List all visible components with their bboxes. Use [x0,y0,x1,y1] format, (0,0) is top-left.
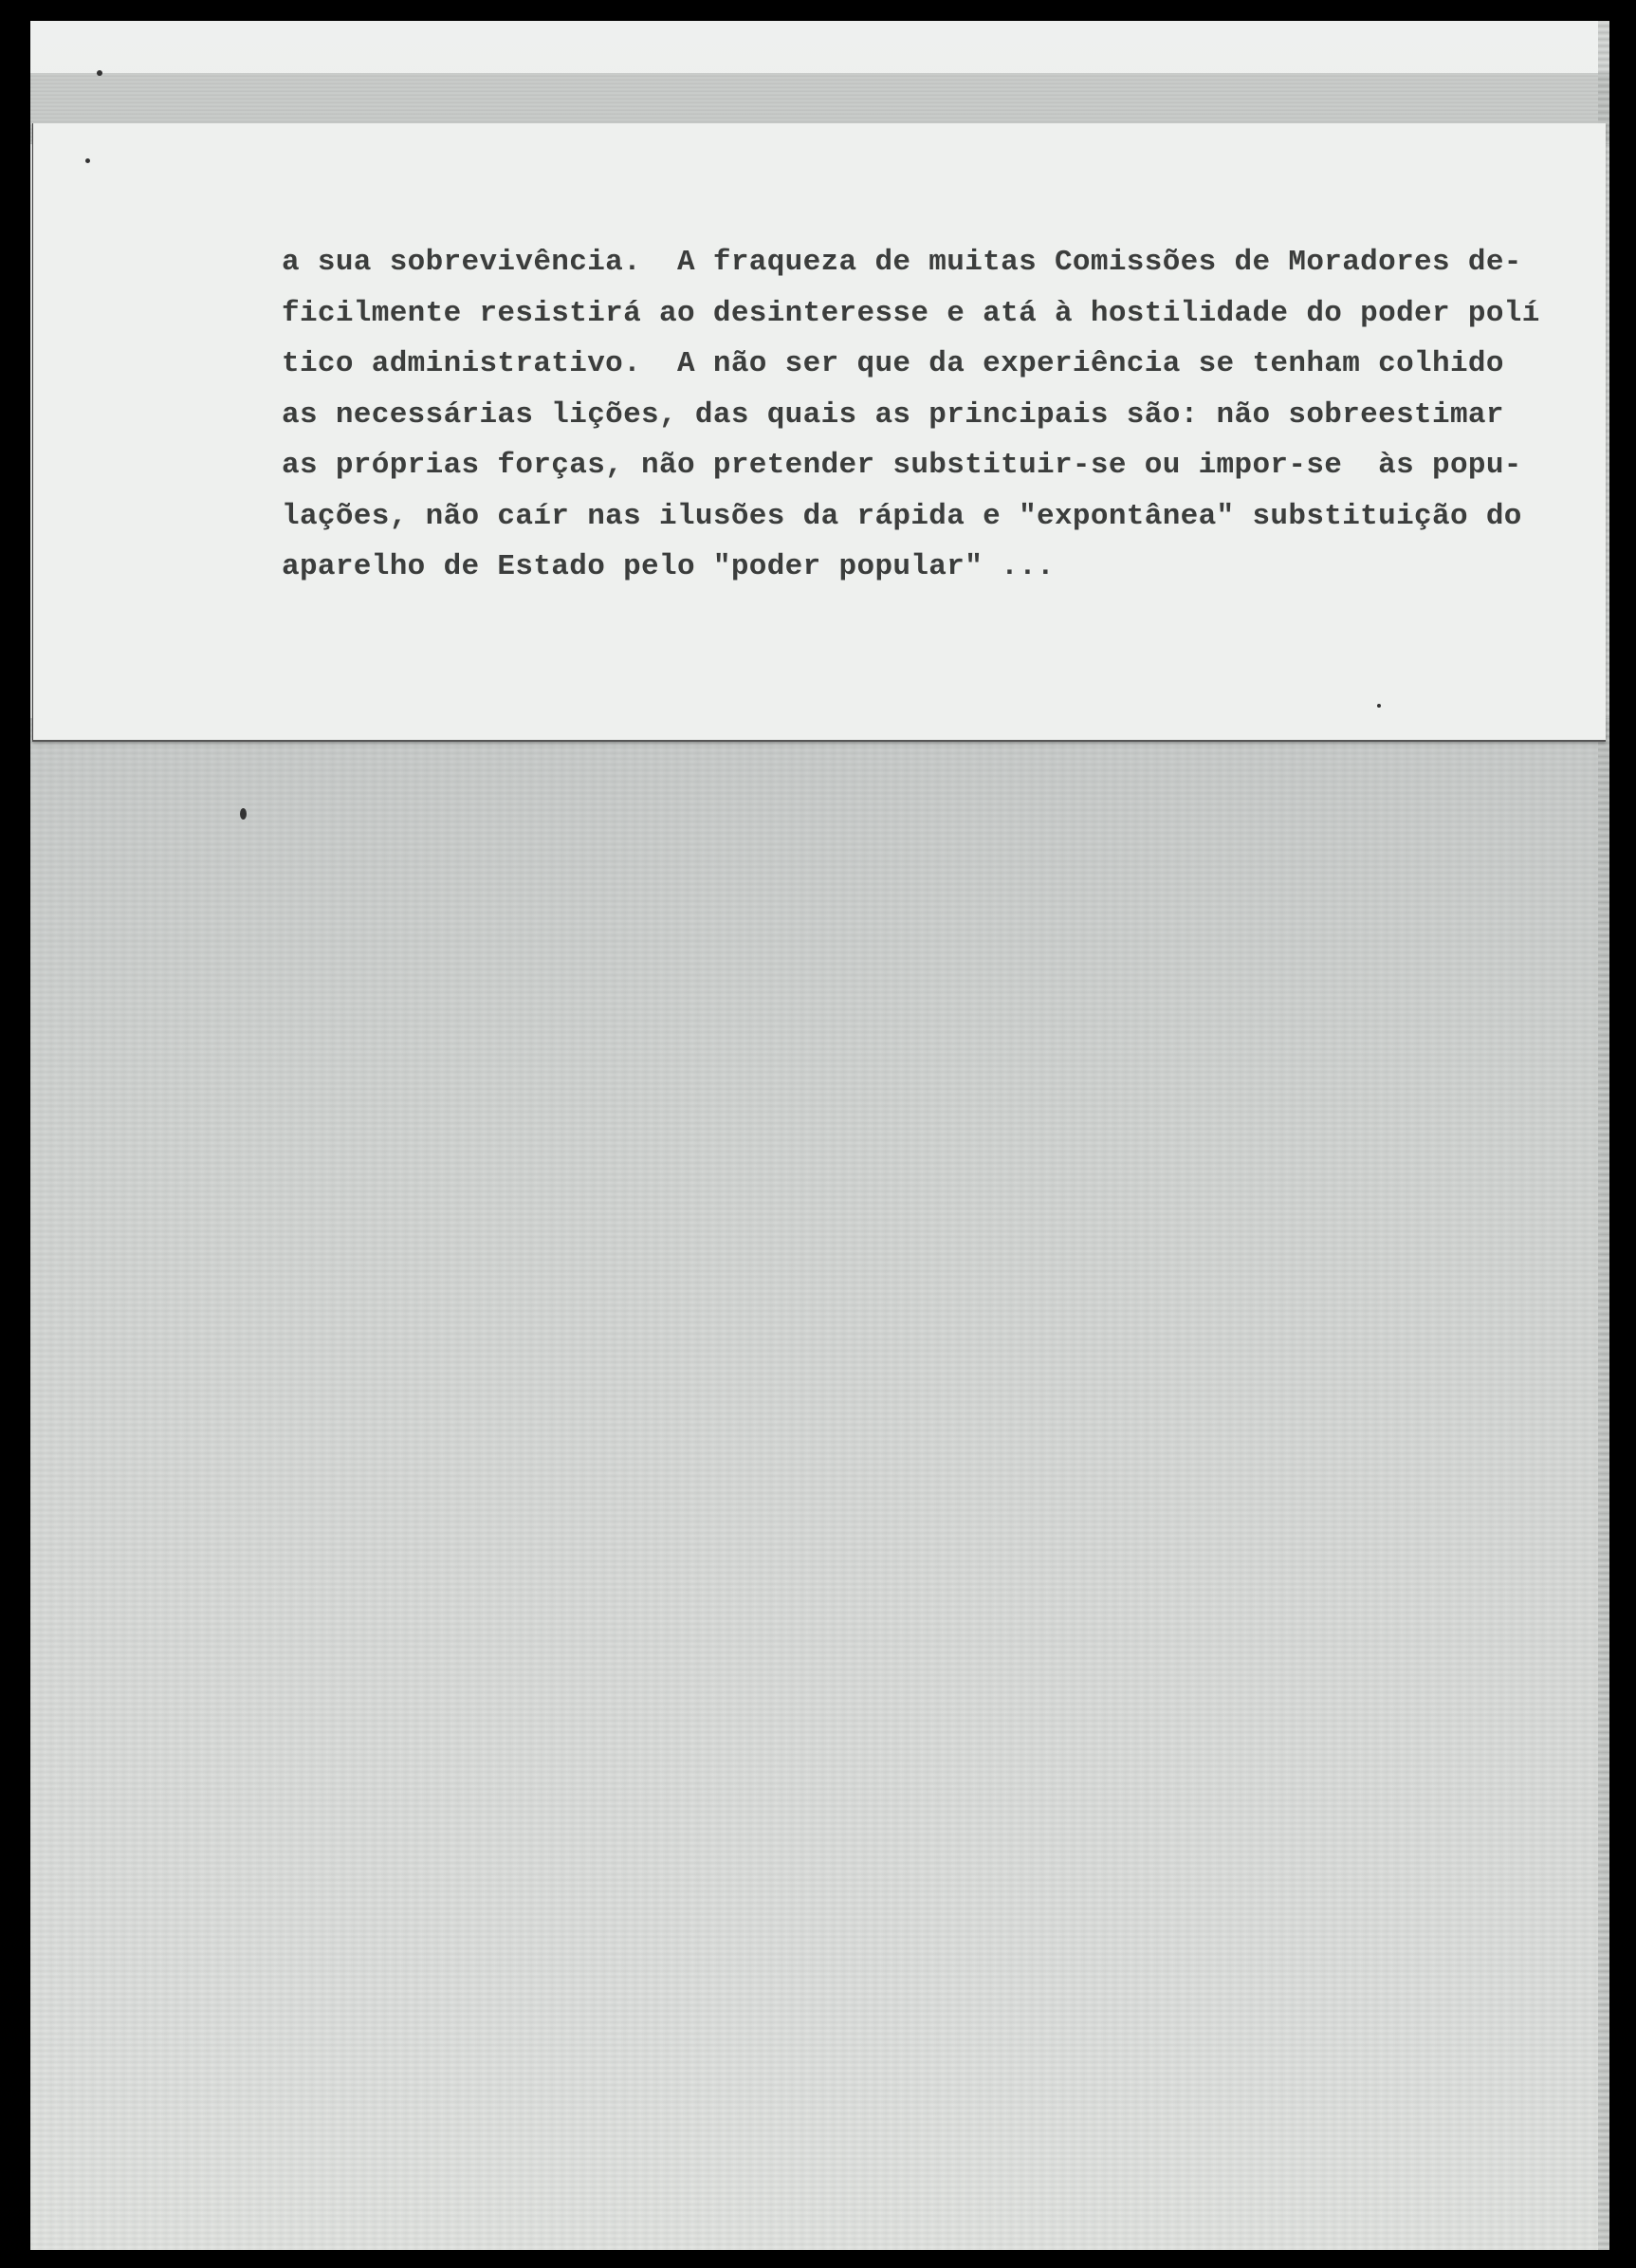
ink-speck [97,70,102,76]
typewritten-paragraph [282,237,1540,593]
ink-speck [1377,704,1381,708]
text-line: tico administrativo. A não ser que da experiência se tenham colhido [282,347,1504,380]
ink-speck [85,158,90,163]
document-page [30,21,1609,2250]
text-line: aparelho de Estado pelo "poder popular" ... [282,550,1055,583]
text-line: as próprias forças, não pretender substituir-se ou impor-se às popu- [282,449,1522,482]
text-line: lações, não caír nas ilusões da rápida e "expontânea" substituição do [282,499,1522,533]
photocopy-noise-field [30,718,1609,2250]
text-line: as necessárias lições, das quais as principais são: não sobreestimar [282,397,1504,432]
text-line: a sua sobrevivência. A fraqueza de muitas Comissões de Moradores de- [282,246,1522,279]
ink-speck [240,808,247,820]
text-line: ficilmente resistirá ao desinteresse e atá à hostilidade do poder polí [282,296,1540,330]
